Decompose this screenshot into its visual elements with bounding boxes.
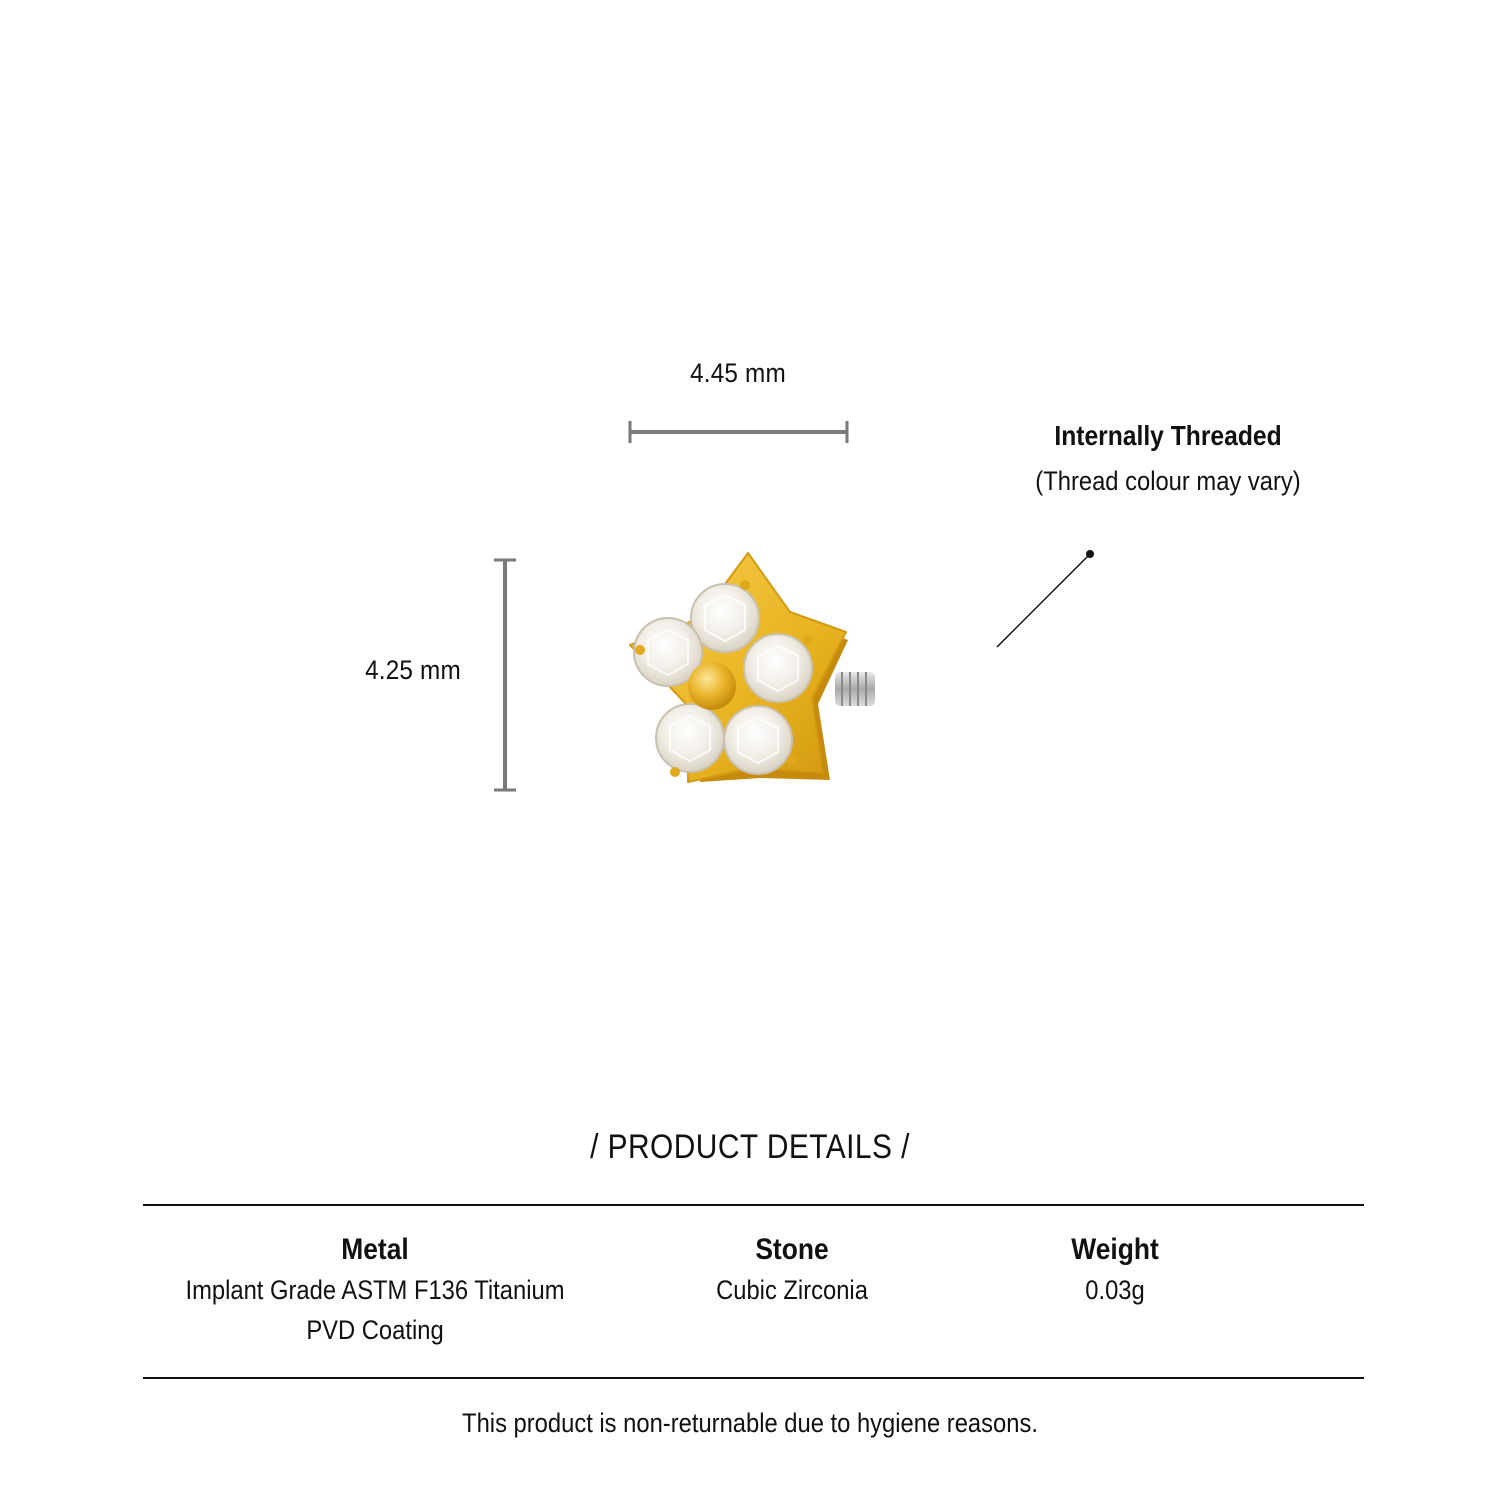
thread-note: (Thread colour may vary) xyxy=(1035,466,1301,496)
returns-notice: This product is non-returnable due to hygiene reasons. xyxy=(462,1408,1038,1438)
thread-title: Internally Threaded xyxy=(1054,420,1282,451)
stone-heading: Stone xyxy=(755,1233,829,1266)
stone-bottom-left xyxy=(656,704,724,772)
width-measure-line xyxy=(630,421,847,443)
thread-pointer xyxy=(997,550,1094,647)
metal-value-line2: PVD Coating xyxy=(306,1315,444,1345)
details-bottom-divider xyxy=(143,1377,1364,1379)
stone-right xyxy=(744,634,812,702)
metal-heading: Metal xyxy=(341,1233,409,1266)
height-dimension-label: 4.25 mm xyxy=(365,655,461,685)
stone-value: Cubic Zirconia xyxy=(716,1275,868,1305)
width-dimension-label: 4.45 mm xyxy=(690,358,786,388)
center-bead xyxy=(688,662,736,710)
metal-column xyxy=(125,1230,625,1350)
weight-column xyxy=(990,1230,1240,1310)
metal-value-line1: Implant Grade ASTM F136 Titanium xyxy=(185,1275,565,1305)
star-flower-stud-icon xyxy=(630,553,875,782)
height-measure-line xyxy=(494,560,516,790)
weight-heading: Weight xyxy=(1071,1233,1159,1266)
product-details-title: / PRODUCT DETAILS / xyxy=(590,1128,910,1166)
details-top-divider xyxy=(143,1204,1364,1206)
weight-value: 0.03g xyxy=(1085,1275,1145,1305)
stone-bottom-right xyxy=(724,706,792,774)
stone-column xyxy=(617,1230,967,1310)
thread-post xyxy=(835,672,875,706)
